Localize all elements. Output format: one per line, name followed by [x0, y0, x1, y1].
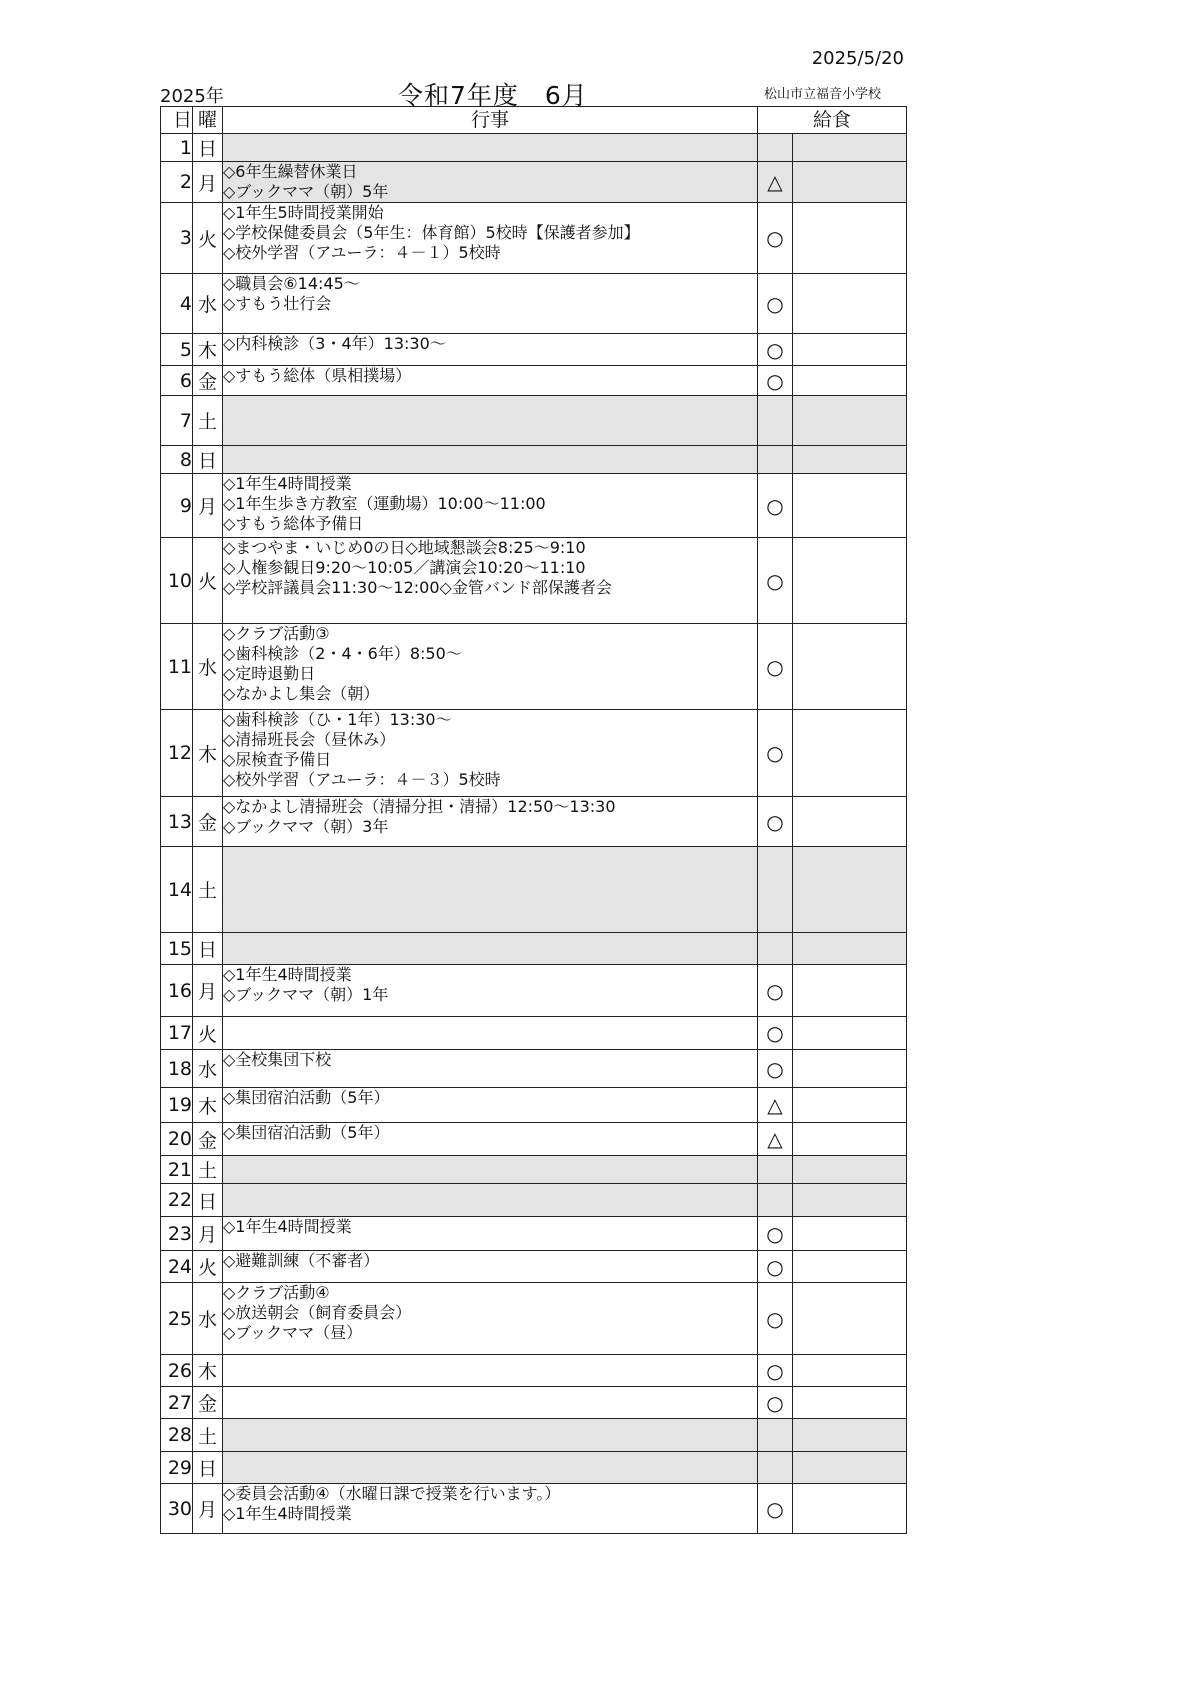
lunch-mark-cell: ○: [758, 1387, 793, 1419]
schedule-row: [161, 366, 907, 396]
event-line: ◇清掃班長会（昼休み）: [223, 730, 396, 749]
lunch-note-cell: [793, 710, 907, 797]
event-line: ◇すもう総体（県相撲場）: [223, 366, 412, 385]
lunch-note-cell: [793, 366, 907, 396]
lunch-note-cell: [793, 797, 907, 847]
day-cell: 28: [161, 1419, 193, 1452]
schedule-row: [161, 162, 907, 203]
lunch-mark-cell: [758, 396, 793, 446]
weekday-cell: 金: [193, 797, 223, 847]
weekday-cell: 月: [193, 1217, 223, 1251]
lunch-note-cell: [793, 203, 907, 274]
weekday-cell: 金: [193, 1123, 223, 1156]
day-cell: 19: [161, 1088, 193, 1123]
event-line: ◇1年生4時間授業: [223, 965, 352, 984]
schedule-row: [161, 933, 907, 965]
lunch-mark-cell: [758, 933, 793, 965]
schedule-row: [161, 446, 907, 474]
event-line: ◇職員会⑥14:45～: [223, 274, 360, 293]
schedule-row: [161, 1355, 907, 1387]
event-line: ◇放送朝会（飼育委員会）: [223, 1303, 412, 1322]
events-cell: [223, 1387, 758, 1419]
event-line: ◇尿検査予備日: [223, 750, 332, 769]
print-date: 2025/5/20: [811, 48, 904, 69]
events-cell: [223, 797, 758, 847]
lunch-note-cell: [793, 334, 907, 366]
lunch-note-cell: [793, 474, 907, 538]
lunch-note-cell: [793, 1484, 907, 1534]
schedule-row: [161, 1387, 907, 1419]
day-cell: 9: [161, 474, 193, 538]
weekday-cell: 月: [193, 474, 223, 538]
lunch-mark-cell: [758, 134, 793, 162]
schedule-row: [161, 710, 907, 797]
lunch-note-cell: [793, 1156, 907, 1184]
schedule-row: [161, 1419, 907, 1452]
events-cell: [223, 474, 758, 538]
lunch-mark-cell: [758, 1156, 793, 1184]
day-cell: 30: [161, 1484, 193, 1534]
schedule-row: [161, 1217, 907, 1251]
weekday-cell: 月: [193, 965, 223, 1017]
lunch-mark-cell: ○: [758, 710, 793, 797]
event-line: ◇学校評議員会11:30～12:00◇金管バンド部保護者会: [223, 578, 612, 597]
day-cell: 11: [161, 624, 193, 710]
day-cell: 16: [161, 965, 193, 1017]
lunch-mark-cell: ○: [758, 366, 793, 396]
lunch-mark-cell: ○: [758, 274, 793, 334]
event-line: ◇まつやま・いじめ0の日◇地域懇談会8:25～9:10: [223, 538, 586, 557]
header-row: [161, 107, 907, 134]
day-cell: 12: [161, 710, 193, 797]
event-line: ◇歯科検診（2・4・6年）8:50～: [223, 644, 462, 663]
lunch-note-cell: [793, 1088, 907, 1123]
schedule-row: [161, 1452, 907, 1484]
weekday-cell: 日: [193, 1184, 223, 1217]
lunch-mark-cell: ○: [758, 334, 793, 366]
events-cell: [223, 1419, 758, 1452]
day-cell: 2: [161, 162, 193, 203]
weekday-cell: 水: [193, 274, 223, 334]
events-cell: [223, 446, 758, 474]
weekday-cell: 日: [193, 446, 223, 474]
day-cell: 25: [161, 1283, 193, 1355]
lunch-mark-cell: [758, 1452, 793, 1484]
weekday-cell: 木: [193, 1355, 223, 1387]
event-line: ◇校外学習（アユーラ：４－３）5校時: [223, 770, 501, 789]
event-line: ◇内科検診（3・4年）13:30～: [223, 334, 446, 353]
event-line: ◇校外学習（アユーラ：４－１）5校時: [223, 243, 501, 262]
lunch-note-cell: [793, 1017, 907, 1050]
event-line: ◇集団宿泊活動（5年）: [223, 1088, 390, 1107]
events-cell: [223, 538, 758, 624]
lunch-note-cell: [793, 396, 907, 446]
schedule-row: [161, 797, 907, 847]
lunch-note-cell: [793, 446, 907, 474]
day-cell: 18: [161, 1050, 193, 1088]
event-line: ◇1年生4時間授業: [223, 1504, 352, 1523]
day-cell: 21: [161, 1156, 193, 1184]
schedule-row: [161, 1017, 907, 1050]
schedule-row: [161, 1156, 907, 1184]
weekday-cell: 土: [193, 1156, 223, 1184]
weekday-cell: 土: [193, 847, 223, 933]
day-cell: 5: [161, 334, 193, 366]
lunch-mark-cell: ○: [758, 1251, 793, 1283]
events-column-header: 行事: [223, 107, 758, 134]
lunch-mark-cell: ○: [758, 624, 793, 710]
event-line: ◇学校保健委員会（5年生：体育館）5校時【保護者参加】: [223, 223, 640, 242]
school-name: 松山市立福音小学校: [764, 87, 882, 102]
weekday-cell: 日: [193, 1452, 223, 1484]
schedule-row: [161, 1484, 907, 1534]
events-cell: [223, 162, 758, 203]
lunch-mark-cell: ○: [758, 203, 793, 274]
events-cell: [223, 334, 758, 366]
lunch-note-cell: [793, 1419, 907, 1452]
events-cell: [223, 847, 758, 933]
event-line: ◇クラブ活動③: [223, 624, 330, 643]
day-cell: 24: [161, 1251, 193, 1283]
events-cell: [223, 134, 758, 162]
events-cell: [223, 1017, 758, 1050]
schedule-row: [161, 1088, 907, 1123]
day-cell: 15: [161, 933, 193, 965]
weekday-cell: 火: [193, 1251, 223, 1283]
lunch-note-cell: [793, 1217, 907, 1251]
lunch-mark-cell: ○: [758, 1484, 793, 1534]
weekday-cell: 火: [193, 203, 223, 274]
lunch-mark-cell: △: [758, 1088, 793, 1123]
lunch-mark-cell: [758, 1419, 793, 1452]
lunch-note-cell: [793, 162, 907, 203]
lunch-note-cell: [793, 1050, 907, 1088]
page-title: 令和7年度 6月: [398, 81, 588, 110]
lunch-note-cell: [793, 1123, 907, 1156]
schedule-row: [161, 1251, 907, 1283]
events-cell: [223, 965, 758, 1017]
day-cell: 8: [161, 446, 193, 474]
event-line: ◇歯科検診（ひ・1年）13:30～: [223, 710, 452, 729]
events-cell: [223, 1452, 758, 1484]
events-cell: [223, 274, 758, 334]
events-cell: [223, 933, 758, 965]
day-cell: 7: [161, 396, 193, 446]
schedule-body: [161, 134, 907, 1534]
day-cell: 1: [161, 134, 193, 162]
lunch-mark-cell: ○: [758, 1217, 793, 1251]
lunch-note-cell: [793, 274, 907, 334]
weekday-cell: 火: [193, 1017, 223, 1050]
day-cell: 27: [161, 1387, 193, 1419]
lunch-mark-cell: [758, 847, 793, 933]
events-cell: [223, 1355, 758, 1387]
event-line: ◇人権参観日9:20～10:05／講演会10:20～11:10: [223, 558, 586, 577]
schedule-table: [160, 106, 907, 1534]
event-line: ◇なかよし集会（朝）: [223, 684, 380, 703]
day-cell: 26: [161, 1355, 193, 1387]
events-cell: [223, 1184, 758, 1217]
weekday-cell: 土: [193, 1419, 223, 1452]
event-line: ◇すもう総体予備日: [223, 514, 364, 533]
lunch-note-cell: [793, 624, 907, 710]
day-cell: 10: [161, 538, 193, 624]
lunch-mark-cell: △: [758, 1123, 793, 1156]
lunch-note-cell: [793, 538, 907, 624]
lunch-note-cell: [793, 933, 907, 965]
weekday-cell: 金: [193, 366, 223, 396]
year-label: 2025年: [160, 86, 224, 107]
day-cell: 17: [161, 1017, 193, 1050]
weekday-cell: 木: [193, 334, 223, 366]
event-line: ◇全校集団下校: [223, 1050, 332, 1069]
schedule-row: [161, 1184, 907, 1217]
weekday-cell: 木: [193, 1088, 223, 1123]
events-cell: [223, 1217, 758, 1251]
lunch-mark-cell: ○: [758, 474, 793, 538]
events-cell: [223, 1156, 758, 1184]
event-line: ◇集団宿泊活動（5年）: [223, 1123, 390, 1142]
event-line: ◇1年生4時間授業: [223, 1217, 352, 1236]
weekday-column-header: 曜: [193, 107, 223, 134]
event-line: ◇1年生5時間授業開始: [223, 203, 384, 222]
weekday-cell: 水: [193, 1050, 223, 1088]
schedule-row: [161, 965, 907, 1017]
schedule-row: [161, 624, 907, 710]
day-column-header: 日: [161, 107, 193, 134]
event-line: ◇ブックママ（朝）1年: [223, 985, 389, 1004]
weekday-cell: 日: [193, 134, 223, 162]
weekday-cell: 日: [193, 933, 223, 965]
lunch-mark-cell: ○: [758, 797, 793, 847]
lunch-column-header: 給食: [758, 107, 907, 134]
day-cell: 6: [161, 366, 193, 396]
lunch-note-cell: [793, 1387, 907, 1419]
events-cell: [223, 1283, 758, 1355]
lunch-mark-cell: [758, 1184, 793, 1217]
schedule-row: [161, 334, 907, 366]
lunch-mark-cell: ○: [758, 965, 793, 1017]
events-cell: [223, 1251, 758, 1283]
lunch-note-cell: [793, 1452, 907, 1484]
weekday-cell: 月: [193, 1484, 223, 1534]
day-cell: 29: [161, 1452, 193, 1484]
weekday-cell: 水: [193, 1283, 223, 1355]
events-cell: [223, 1050, 758, 1088]
lunch-note-cell: [793, 134, 907, 162]
day-cell: 13: [161, 797, 193, 847]
schedule-row: [161, 134, 907, 162]
lunch-mark-cell: △: [758, 162, 793, 203]
day-cell: 3: [161, 203, 193, 274]
event-line: ◇すもう壮行会: [223, 294, 332, 313]
lunch-note-cell: [793, 847, 907, 933]
schedule-row: [161, 203, 907, 274]
lunch-mark-cell: ○: [758, 1355, 793, 1387]
event-line: ◇なかよし清掃班会（清掃分担・清掃）12:50～13:30: [223, 797, 616, 816]
event-line: ◇ブックママ（朝）5年: [223, 182, 389, 201]
schedule-row: [161, 274, 907, 334]
lunch-note-cell: [793, 1251, 907, 1283]
event-line: ◇ブックママ（朝）3年: [223, 817, 389, 836]
event-line: ◇1年生4時間授業: [223, 474, 352, 493]
event-line: ◇ブックママ（昼）: [223, 1323, 363, 1342]
weekday-cell: 金: [193, 1387, 223, 1419]
event-line: ◇避難訓練（不審者）: [223, 1251, 380, 1270]
weekday-cell: 水: [193, 624, 223, 710]
event-line: ◇6年生繰替休業日: [223, 162, 358, 181]
event-line: ◇1年生歩き方教室（運動場）10:00～11:00: [223, 494, 546, 513]
day-cell: 22: [161, 1184, 193, 1217]
event-line: ◇クラブ活動④: [223, 1283, 330, 1302]
lunch-note-cell: [793, 1283, 907, 1355]
events-cell: [223, 1484, 758, 1534]
lunch-note-cell: [793, 1355, 907, 1387]
weekday-cell: 月: [193, 162, 223, 203]
event-line: ◇委員会活動④（水曜日課で授業を行います。）: [223, 1484, 561, 1503]
weekday-cell: 木: [193, 710, 223, 797]
lunch-mark-cell: [758, 446, 793, 474]
events-cell: [223, 710, 758, 797]
day-cell: 23: [161, 1217, 193, 1251]
day-cell: 14: [161, 847, 193, 933]
weekday-cell: 土: [193, 396, 223, 446]
events-cell: [223, 366, 758, 396]
schedule-row: [161, 847, 907, 933]
lunch-note-cell: [793, 1184, 907, 1217]
lunch-mark-cell: ○: [758, 1017, 793, 1050]
events-cell: [223, 203, 758, 274]
events-cell: [223, 1123, 758, 1156]
events-cell: [223, 396, 758, 446]
lunch-mark-cell: ○: [758, 1050, 793, 1088]
schedule-row: [161, 1283, 907, 1355]
schedule-row: [161, 538, 907, 624]
day-cell: 4: [161, 274, 193, 334]
events-cell: [223, 624, 758, 710]
schedule-row: [161, 396, 907, 446]
schedule-row: [161, 1050, 907, 1088]
lunch-mark-cell: ○: [758, 538, 793, 624]
schedule-row: [161, 474, 907, 538]
day-cell: 20: [161, 1123, 193, 1156]
lunch-note-cell: [793, 965, 907, 1017]
weekday-cell: 火: [193, 538, 223, 624]
schedule-row: [161, 1123, 907, 1156]
lunch-mark-cell: ○: [758, 1283, 793, 1355]
events-cell: [223, 1088, 758, 1123]
event-line: ◇定時退勤日: [223, 664, 316, 683]
